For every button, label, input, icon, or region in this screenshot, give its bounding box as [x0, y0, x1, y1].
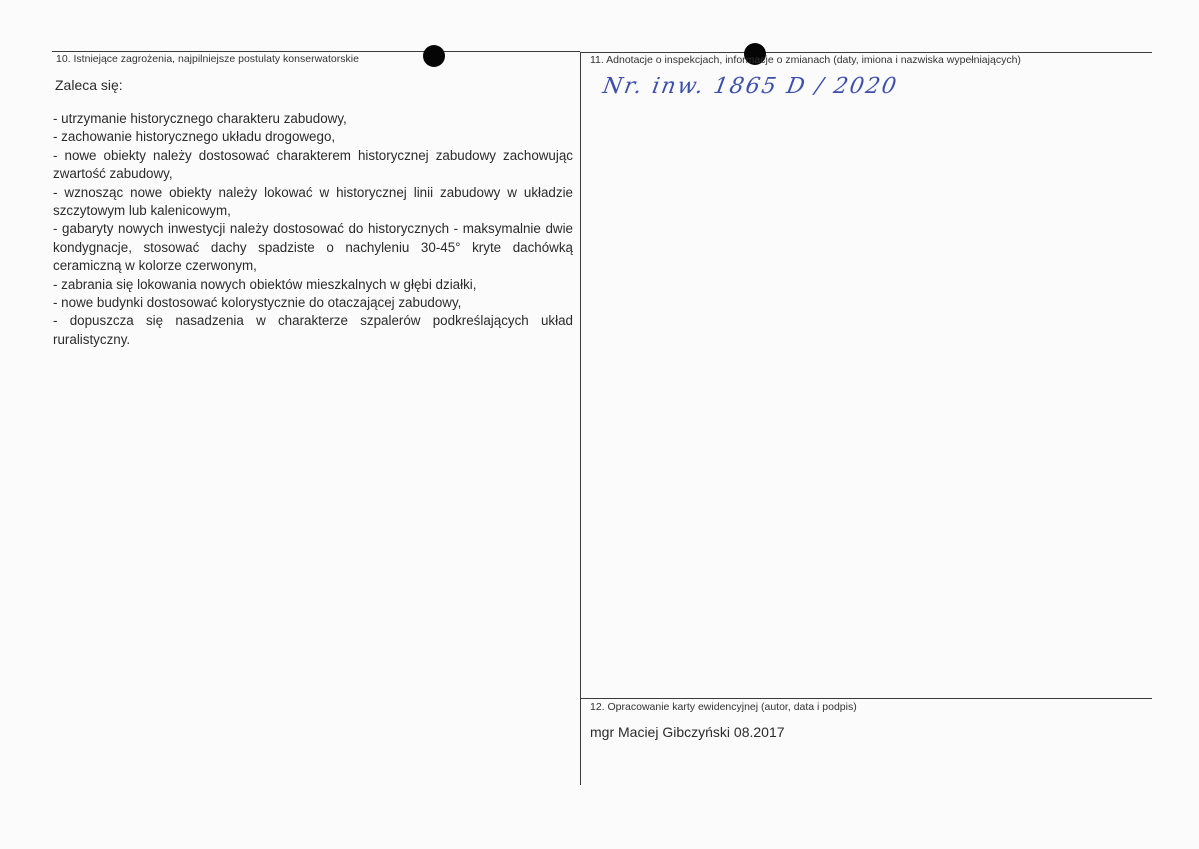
punch-hole-left	[423, 45, 445, 67]
list-item: - dopuszcza się nasadzenia w charakterze szpalerów podkreślających układ ruralistyczny.	[53, 313, 573, 347]
author-signature-line: mgr Maciej Gibczyński 08.2017	[590, 724, 785, 740]
section11-header: 11. Adnotacje o inspekcjach, informacje o zmianach (daty, imiona i nazwiska wypełniających)	[590, 54, 1021, 66]
column-divider	[580, 52, 581, 785]
handwritten-inventory-note: Nr. inw. 1865 D / 2020	[600, 74, 900, 99]
list-item: - nowe obiekty należy dostosować charakterem historycznej zabudowy zachowując zwartość zabudowy,	[53, 147, 573, 182]
list-item: - gabaryty nowych inwestycji należy dostosować do historycznych - maksymalnie dwie kondygnacje, stosować dachy spadziste o nachyleniu 30-45° kryte dachówką ceramiczną w kolorze czerwonym,	[53, 221, 573, 274]
recommendations-list	[53, 110, 573, 349]
section11-top-rule	[580, 52, 1152, 53]
section12-header: 12. Opracowanie karty ewidencyjnej (autor, data i podpis)	[590, 701, 857, 713]
list-item: - wznosząc nowe obiekty należy lokować w historycznej linii zabudowy w układzie szczytowym lub kalenicowym,	[53, 184, 573, 219]
recommendations-intro: Zaleca się:	[55, 77, 123, 93]
section10-top-rule	[52, 51, 580, 52]
list-item: - zabrania się lokowania nowych obiektów mieszkalnych w głębi działki,	[53, 276, 477, 292]
section10-header: 10. Istniejące zagrożenia, najpilniejsze postulaty konserwatorskie	[56, 53, 359, 65]
list-item: - zachowanie historycznego układu drogowego,	[53, 129, 336, 145]
list-item: - nowe budynki dostosować kolorystycznie do otaczającej zabudowy,	[53, 295, 462, 311]
section12-top-rule	[580, 698, 1152, 699]
list-item: - utrzymanie historycznego charakteru zabudowy,	[53, 111, 347, 126]
